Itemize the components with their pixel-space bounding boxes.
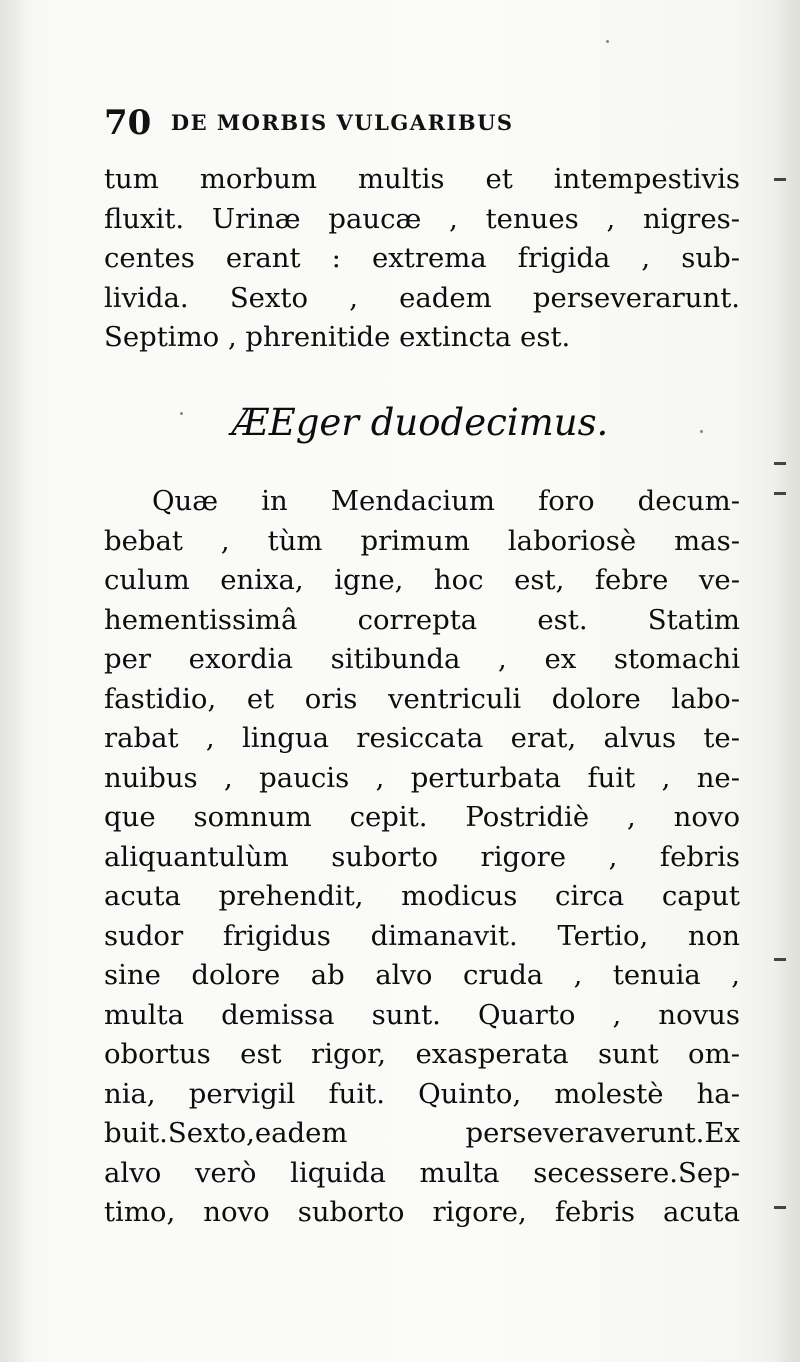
paper-speck (700, 430, 703, 433)
text-line: nuibus , paucis , perturbata fuit , ne- (104, 761, 740, 794)
paper-speck (606, 40, 609, 43)
text-line: aliquantulùm suborto rigore , febris (104, 840, 740, 873)
text-line: buit.Sexto,eadem perseveraverunt.Ex (104, 1117, 740, 1149)
page-edge-mark (774, 178, 786, 181)
paper-speck (180, 412, 183, 415)
text-line: nia, pervigil fuit. Quinto, molestè ha- (104, 1077, 740, 1110)
text-line: bebat , tùm primum laboriosè mas- (104, 524, 740, 557)
page-gutter-shadow (0, 0, 30, 1362)
text-line: alvo verò liquida multa secessere.Sep- (104, 1156, 740, 1189)
page-edge-mark (774, 958, 786, 961)
text-line: multa demissa sunt. Quarto , novus (104, 998, 740, 1031)
page-edge-mark (774, 462, 786, 465)
page-edge (774, 0, 800, 1362)
text-line: Septimo , phrenitide extincta est. (104, 321, 571, 353)
page-edge-mark (774, 1206, 786, 1209)
text-line: acuta prehendit, modicus circa caput (104, 880, 740, 912)
text-line: livida. Sexto , eadem perseverarunt. (104, 281, 740, 314)
text-line: que somnum cepit. Postridiè , novo (104, 801, 740, 833)
text-line: obortus est rigor, exasperata sunt om- (104, 1038, 740, 1070)
text-line: rabat , lingua resiccata erat, alvus te- (104, 722, 740, 754)
text-line: centes erant : extrema frigida , sub- (104, 242, 740, 274)
paragraph-1 (104, 160, 740, 358)
text-line: fluxit. Urinæ paucæ , tenues , nigres- (104, 202, 740, 235)
text-line: fastidio, et oris ventriculi dolore labo- (104, 682, 740, 715)
text-line: sudor frigidus dimanavit. Tertio, non (104, 919, 740, 952)
text-line: culum enixa, igne, hoc est, febre ve- (104, 564, 740, 596)
text-line: Quæ in Mendacium foro decum- (152, 485, 740, 517)
text-line: tum morbum multis et intempestivis (104, 163, 740, 195)
page-number: 70 (104, 103, 152, 143)
section-heading: ÆEger duodecimus. (231, 401, 609, 444)
running-head: DE MORBIS VULGARIBUS (170, 110, 514, 135)
paragraph-2 (104, 482, 740, 1233)
text-line: hementissimâ correpta est. Statim (104, 603, 740, 636)
text-line: sine dolore ab alvo cruda , tenuia , (104, 959, 740, 991)
page-edge-mark (774, 492, 786, 495)
text-line: per exordia sitibunda , ex stomachi (104, 643, 740, 675)
page-header (104, 103, 684, 143)
text-line: timo, novo suborto rigore, febris acuta (104, 1196, 740, 1228)
